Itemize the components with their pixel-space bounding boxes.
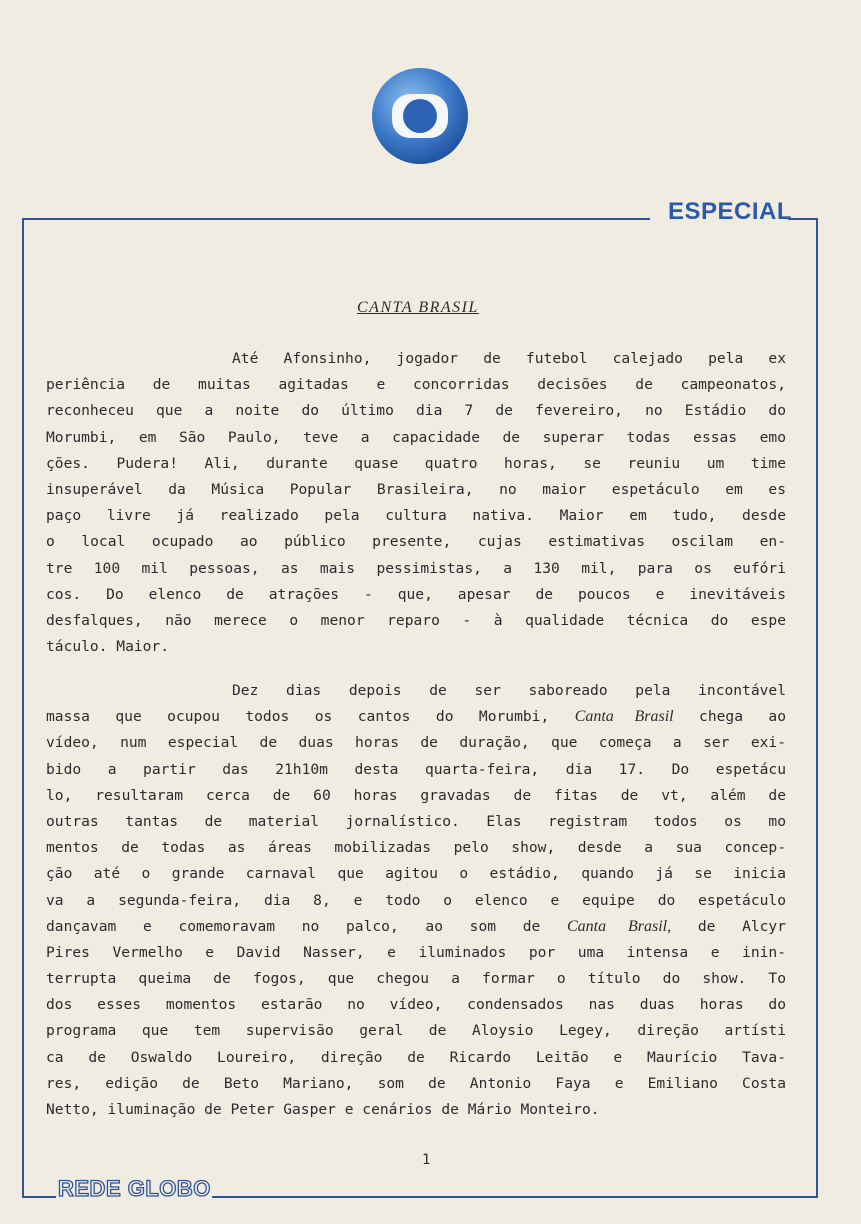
globo-logo-icon bbox=[370, 66, 470, 166]
text-line: o local ocupado ao público presente, cujas estimativas oscilam en- bbox=[46, 533, 786, 551]
text-line: ções. Pudera! Ali, durante quase quatro horas, se reuniu um time bbox=[46, 454, 786, 472]
frame-bottom-left-border bbox=[22, 1196, 56, 1198]
text-span: chega ao bbox=[699, 708, 786, 726]
page-number: 1 bbox=[422, 1152, 431, 1168]
text-line: periência de muitas agitadas e concorridas decisões de campeonatos, bbox=[46, 376, 786, 394]
text-line: lo, resultaram cerca de 60 horas gravadas de fitas de vt, além de bbox=[46, 786, 786, 804]
text-line: Netto, iluminação de Peter Gasper e cenários de Mário Monteiro. bbox=[46, 1101, 600, 1118]
text-line: vídeo, num especial de duas horas de duração, que começa a ser exi- bbox=[46, 734, 786, 752]
text-line: Dez dias depois de ser saboreado pela incontável bbox=[232, 682, 786, 699]
text-line: dos esses momentos estarão no vídeo, condensados nas duas horas do bbox=[46, 996, 786, 1014]
paragraph-2 bbox=[46, 678, 786, 1123]
text-line: mentos de todas as áreas mobilizadas pelo show, desde a sua concep- bbox=[46, 839, 786, 857]
text-line: outras tantas de material jornalístico. Elas registram todos os mo bbox=[46, 812, 786, 830]
text-line: terrupta queima de fogos, que chegou a formar o título do show. To bbox=[46, 970, 786, 988]
text-line: Morumbi, em São Paulo, teve a capacidade de superar todas essas emo bbox=[46, 428, 786, 446]
text-line: bido a partir das 21h10m desta quarta-feira, dia 17. Do espetácu bbox=[46, 760, 786, 778]
frame-right-border bbox=[816, 218, 818, 1198]
text-line: ção até o grande carnaval que agitou o estádio, quando já se inicia bbox=[46, 865, 786, 883]
section-label: ESPECIAL bbox=[668, 198, 793, 225]
text-span: massa que ocupou todos os cantos do Morumbi, bbox=[46, 708, 550, 726]
text-line: res, edição de Beto Mariano, som de Antonio Faya e Emiliano Costa bbox=[46, 1074, 786, 1092]
document-title: CANTA BRASIL bbox=[357, 299, 479, 316]
show-title-ref: Canta Brasil, bbox=[566, 917, 672, 935]
text-line: cos. Do elenco de atrações - que, apesar de poucos e inevitáveis bbox=[46, 585, 786, 603]
text-line: Até Afonsinho, jogador de futebol calejado pela ex bbox=[232, 350, 786, 367]
frame-top-border bbox=[22, 218, 650, 220]
text-line: tre 100 mil pessoas, as mais pessimistas, a 130 mil, para os eufóri bbox=[46, 559, 786, 577]
text-span: dançavam e comemoravam no palco, ao som de bbox=[46, 917, 541, 935]
text-span: de Alcyr bbox=[697, 917, 786, 935]
text-line: ca de Oswaldo Loureiro, direção de Ricardo Leitão e Maurício Tava- bbox=[46, 1048, 786, 1066]
text-line: programa que tem supervisão geral de Aloysio Legey, direção artísti bbox=[46, 1022, 786, 1040]
show-title-ref: Canta Brasil bbox=[574, 708, 674, 726]
text-line bbox=[46, 914, 786, 940]
text-line: desfalques, não merece o menor reparo - à qualidade técnica do espe bbox=[46, 611, 786, 629]
frame-left-border bbox=[22, 218, 24, 1196]
text-line: va a segunda-feira, dia 8, e todo o elenco e equipe do espetáculo bbox=[46, 891, 786, 909]
paragraph-1 bbox=[46, 346, 786, 660]
text-line bbox=[46, 704, 786, 730]
rede-globo-wordmark: REDE GLOBO bbox=[58, 1176, 211, 1201]
text-line: táculo. Maior. bbox=[46, 638, 170, 656]
frame-bottom-border bbox=[212, 1196, 818, 1198]
text-line: paço livre já realizado pela cultura nativa. Maior em tudo, desde bbox=[46, 507, 786, 525]
text-line: reconheceu que a noite do último dia 7 de fevereiro, no Estádio do bbox=[46, 402, 786, 420]
text-line: Pires Vermelho e David Nasser, e iluminados por uma intensa e inin- bbox=[46, 943, 786, 961]
frame-top-right-border bbox=[788, 218, 818, 220]
text-line: insuperável da Música Popular Brasileira, no maior espetáculo em es bbox=[46, 480, 786, 498]
